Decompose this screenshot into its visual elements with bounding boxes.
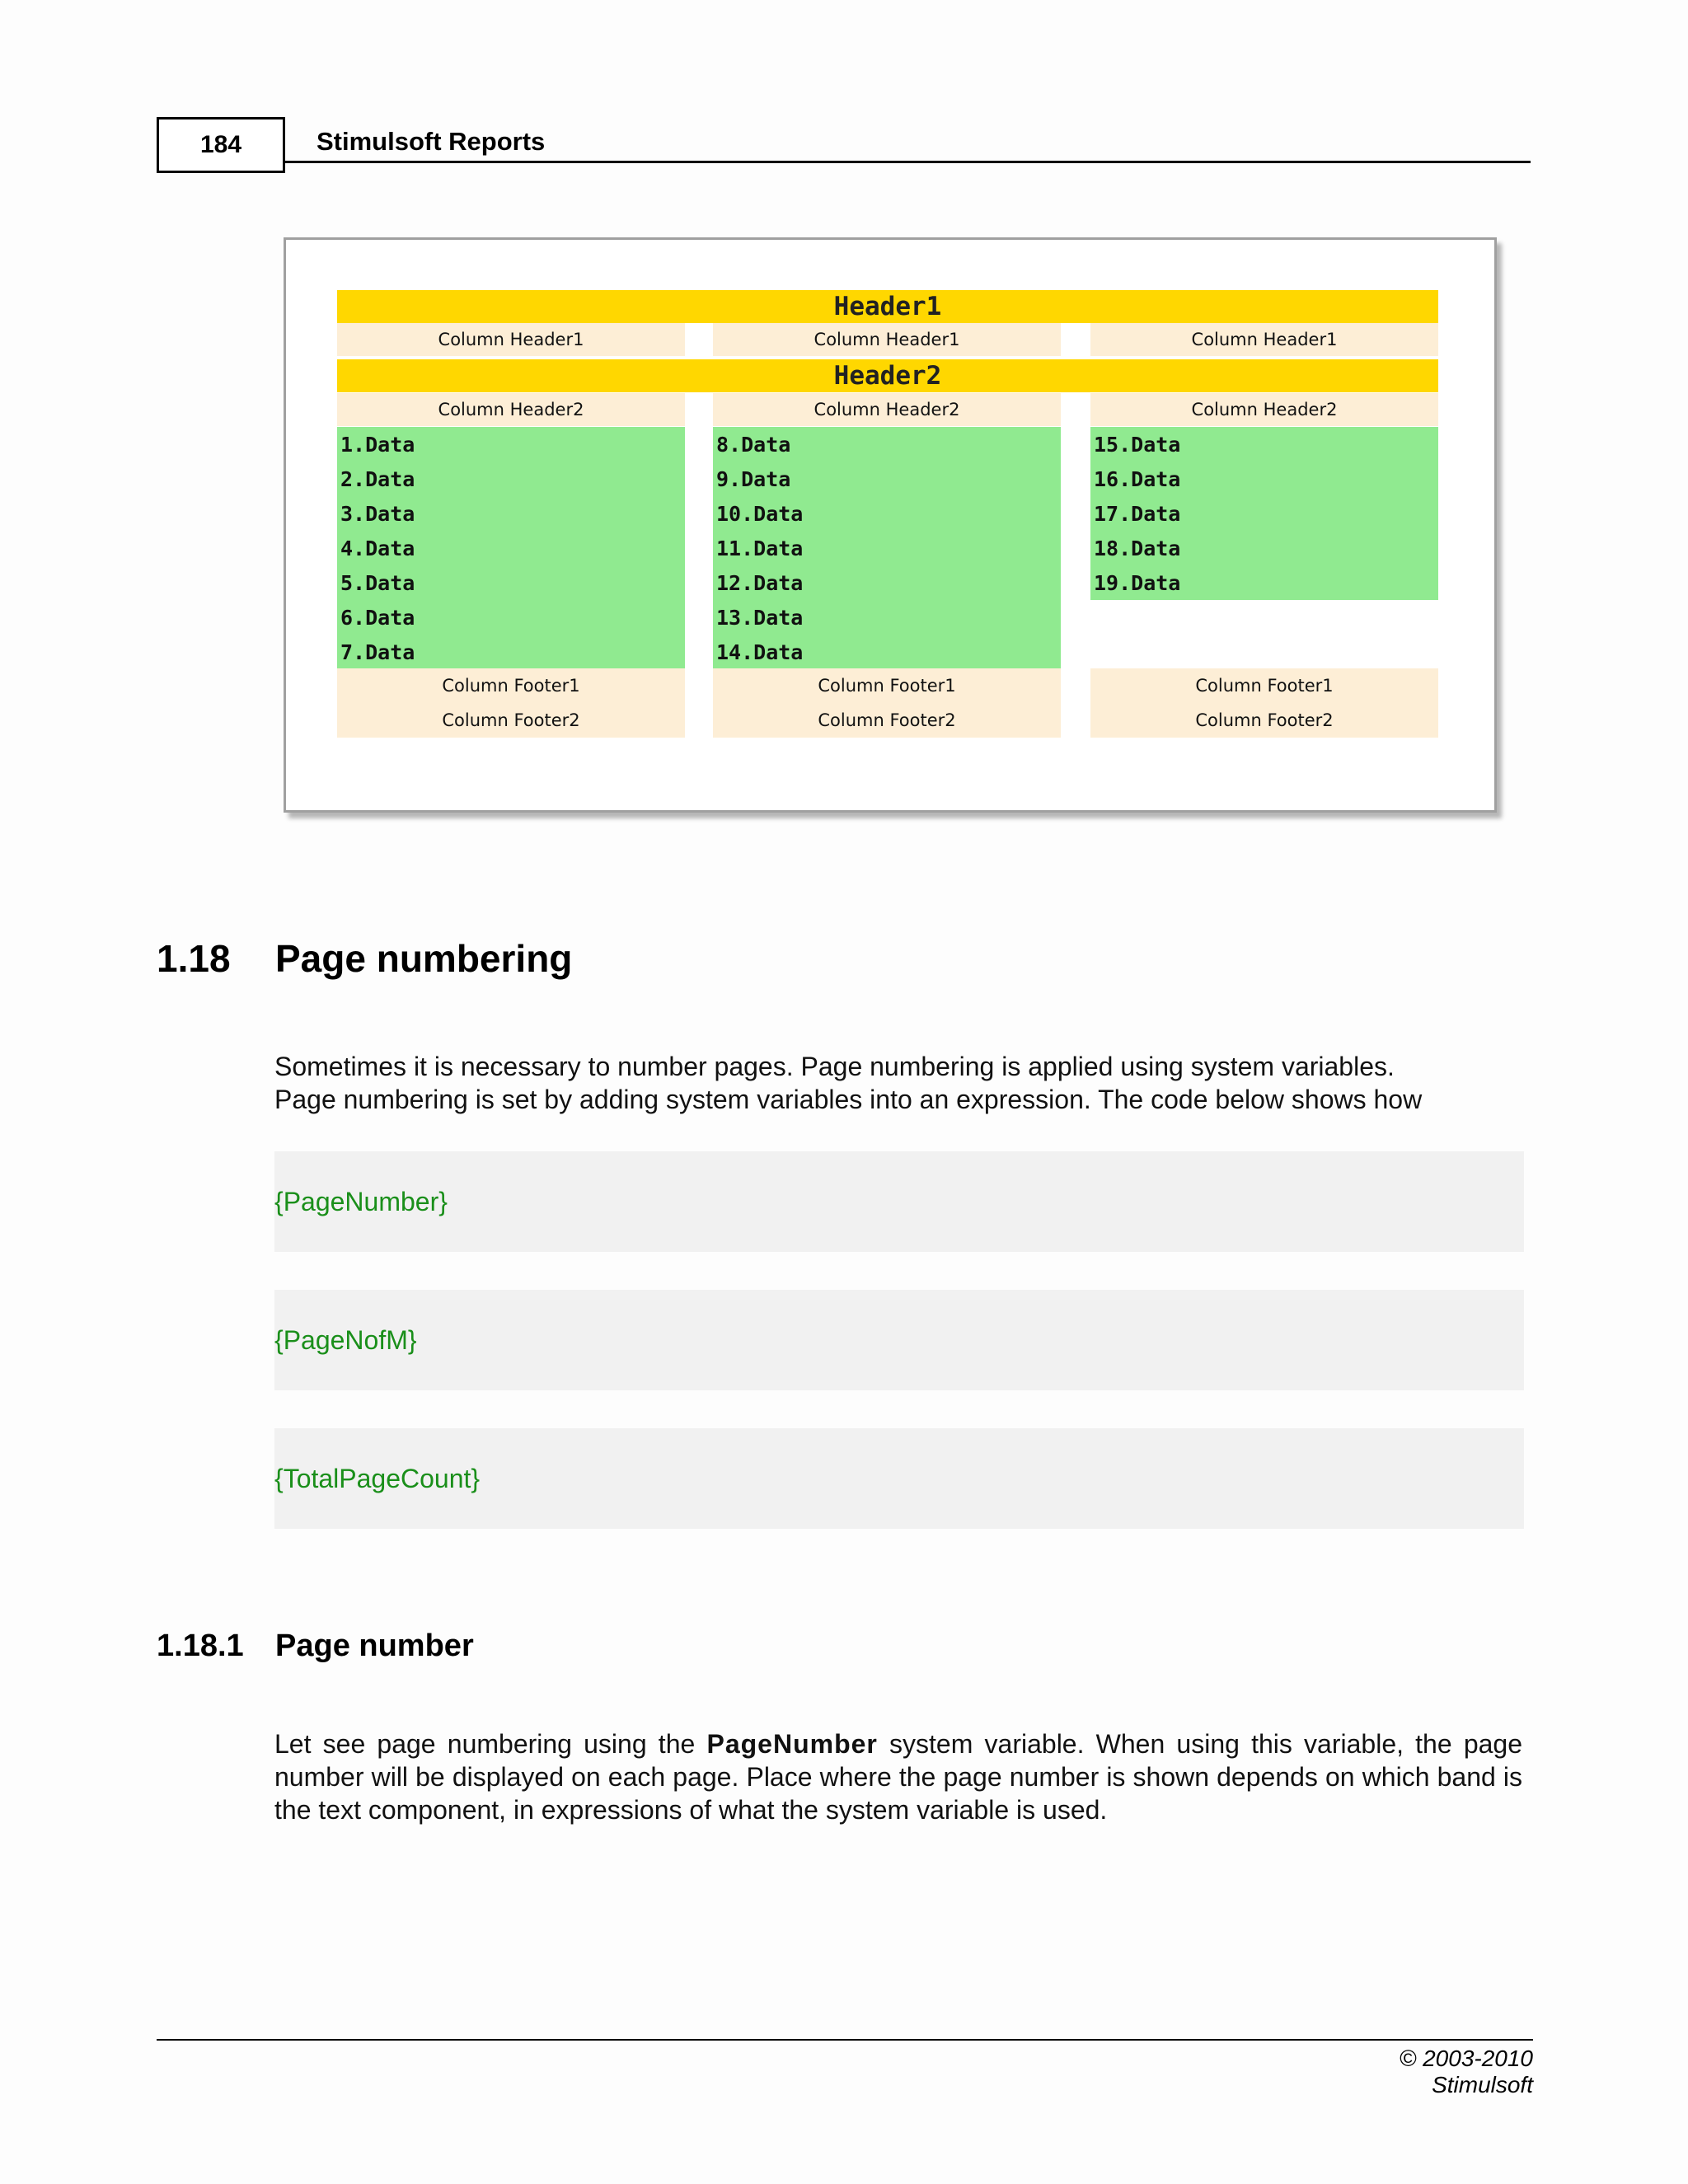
data-row: 12.Data: [716, 570, 804, 595]
column-header1-band: Column Header1: [713, 323, 1061, 356]
column-footer-block: [337, 668, 685, 738]
page-number: 184: [199, 131, 242, 158]
code-text: {PageNumber}: [274, 1186, 448, 1216]
code-sample: [274, 1151, 1524, 1252]
data-row: 9.Data: [716, 466, 791, 491]
data-row: 15.Data: [1094, 432, 1181, 457]
column-footer1: Column Footer1: [1195, 676, 1334, 696]
column-header1-band: Column Header1: [337, 323, 685, 356]
data-row: 13.Data: [716, 605, 804, 630]
column-header2-band: Column Header2: [1090, 393, 1438, 426]
page-number-box: [157, 117, 285, 173]
section-title: Page numbering: [275, 937, 573, 980]
data-row: 6.Data: [340, 605, 415, 630]
paragraph-text: Let see page numbering using the: [274, 1729, 707, 1759]
data-column-3: [1090, 427, 1438, 600]
subsection-number: 1.18.1: [157, 1629, 244, 1663]
header-rule: [285, 161, 1531, 163]
data-row: 11.Data: [716, 536, 804, 560]
copyright: © 2003-2010 Stimulsoft: [1399, 2046, 1533, 2097]
subsection-paragraph: [274, 1727, 1522, 1826]
data-row: 14.Data: [716, 640, 804, 664]
code-text: {TotalPageCount}: [274, 1463, 481, 1493]
column-footer2: Column Footer2: [1195, 710, 1334, 730]
data-column-2: [713, 427, 1061, 669]
intro-line-1: Sometimes it is necessary to number pages. Page numbering is applied using system variables.: [274, 1052, 1395, 1081]
column-footer-block: [713, 668, 1061, 738]
data-row: 4.Data: [340, 536, 415, 560]
data-row: 10.Data: [716, 501, 804, 526]
column-footer1: Column Footer1: [818, 676, 956, 696]
data-row: 5.Data: [340, 570, 415, 595]
paragraph-keyword: PageNumber: [706, 1729, 878, 1759]
book-title: Stimulsoft Reports: [316, 127, 546, 156]
column-footer2: Column Footer2: [442, 710, 580, 730]
data-row: 2.Data: [340, 466, 415, 491]
data-row: 3.Data: [340, 501, 415, 526]
column-header1-band: Column Header1: [1090, 323, 1438, 356]
data-row: 1.Data: [340, 432, 415, 457]
code-text: {PageNofM}: [274, 1324, 417, 1355]
report-preview-image: [284, 237, 1497, 813]
column-header2-band: Column Header2: [337, 393, 685, 426]
column-footer2: Column Footer2: [818, 710, 956, 730]
data-row: 17.Data: [1094, 501, 1181, 526]
data-row: 19.Data: [1094, 570, 1181, 595]
column-footer1: Column Footer1: [442, 676, 580, 696]
column-footer-block: [1090, 668, 1438, 738]
code-sample: [274, 1428, 1524, 1529]
data-row: 8.Data: [716, 432, 791, 457]
footer-rule: [157, 2039, 1533, 2041]
header1-band: Header1: [337, 290, 1438, 323]
data-column-1: [337, 427, 685, 669]
section-intro: [274, 1050, 1527, 1116]
data-row: 7.Data: [340, 640, 415, 664]
data-row: 16.Data: [1094, 466, 1181, 491]
header2-band: Header2: [337, 359, 1438, 392]
section-number: 1.18: [157, 937, 231, 980]
paragraph-text: system variable. When using this variable, the page number will be displayed on each page. Place where the page number is shown depends on which band is the text component, in expressions of what the system variable is used.: [274, 1729, 1523, 1825]
subsection-title: Page number: [275, 1629, 474, 1663]
intro-line-2: Page numbering is set by adding system variables into an expression. The code below shows how: [274, 1085, 1423, 1114]
column-header2-band: Column Header2: [713, 393, 1061, 426]
data-row: 18.Data: [1094, 536, 1181, 560]
code-sample: [274, 1290, 1524, 1390]
